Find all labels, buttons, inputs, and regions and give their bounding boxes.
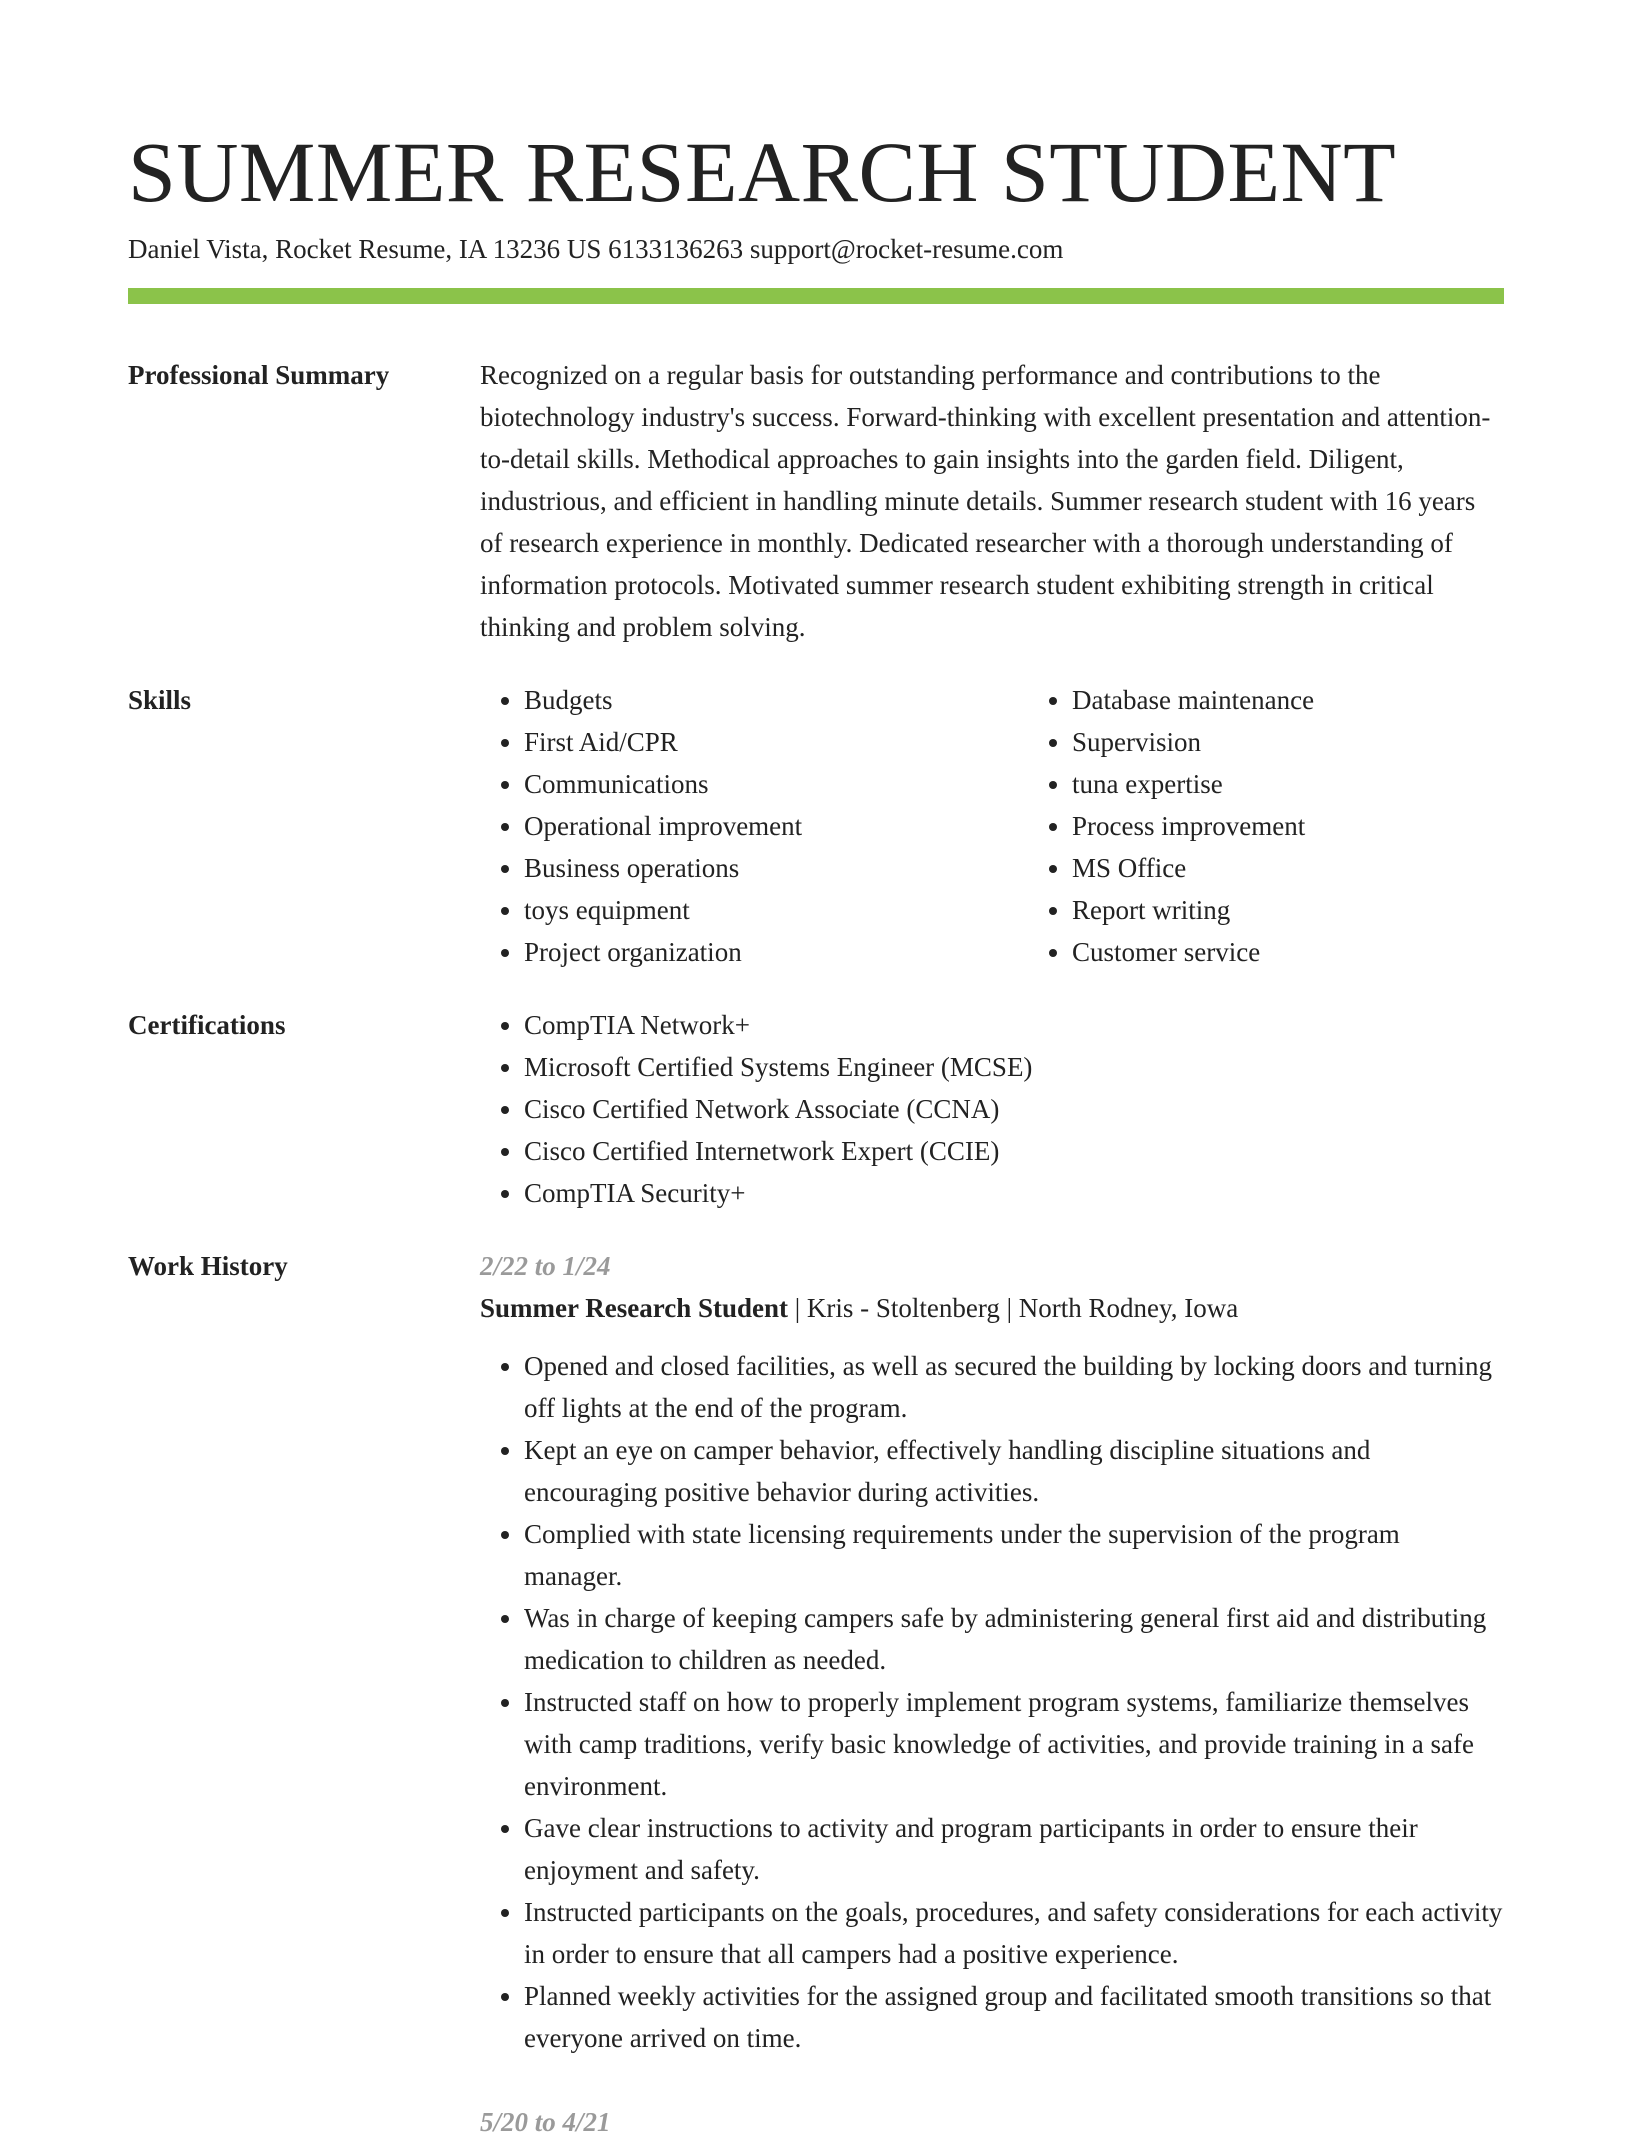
- certification-item: • CompTIA Security+: [524, 1172, 1504, 1214]
- resume-title: SUMMER RESEARCH STUDENT: [128, 124, 1397, 220]
- job-bullet: • Instructed staff on how to properly implement program systems, familiarize themselves with camp traditions, verify basic knowledge of activities, and provide training in a safe environment.: [524, 1681, 1504, 1807]
- job-bullet: • Instructed participants on the goals, procedures, and safety considerations for each activity in order to ensure that all campers had a positive experience.: [524, 1891, 1504, 1975]
- resume-page: [128, 0, 1504, 2143]
- work-history-section: [128, 1245, 1504, 2143]
- job-entry-2: [480, 2101, 1504, 2143]
- job-bullet: • Kept an eye on camper behavior, effectively handling discipline situations and encouraging positive behavior during activities.: [524, 1429, 1504, 1513]
- job-bullet: • Planned weekly activities for the assigned group and facilitated smooth transitions so that everyone arrived on time.: [524, 1975, 1504, 2059]
- skill-item: • Operational improvement: [524, 805, 1028, 847]
- job-title: Summer Research Student: [480, 1293, 788, 1323]
- job-company-info: | Kris - Stoltenberg | North Rodney, Iowa: [788, 1293, 1239, 1323]
- skill-item: • MS Office: [1072, 847, 1576, 889]
- skill-item: • Customer service: [1072, 931, 1576, 973]
- skill-item: • Supervision: [1072, 721, 1576, 763]
- contact-line: Daniel Vista, Rocket Resume, IA 13236 US 6133136263 support@rocket-resume.com: [128, 234, 1064, 264]
- job-bullet: • Was in charge of keeping campers safe by administering general first aid and distributing medication to children as needed.: [524, 1597, 1504, 1681]
- work-history-label: Work History: [128, 1251, 288, 1281]
- certification-item: • Cisco Certified Internetwork Expert (CCIE): [524, 1130, 1504, 1172]
- summary-section: [128, 354, 1504, 648]
- job-bullet: • Gave clear instructions to activity and program participants in order to ensure their enjoyment and safety.: [524, 1807, 1504, 1891]
- job-bullets: [480, 1345, 1504, 2059]
- skill-item: • tuna expertise: [1072, 763, 1576, 805]
- job-bullet: • Complied with state licensing requirements under the supervision of the program manager.: [524, 1513, 1504, 1597]
- skills-section: [128, 679, 1504, 973]
- skill-item: • toys equipment: [524, 889, 1028, 931]
- skill-item: • Process improvement: [1072, 805, 1576, 847]
- skill-item: • First Aid/CPR: [524, 721, 1028, 763]
- skills-label: Skills: [128, 685, 192, 715]
- summary-label: Professional Summary: [128, 360, 390, 390]
- job-dates: 5/20 to 4/21: [480, 2107, 611, 2137]
- skill-item: • Report writing: [1072, 889, 1576, 931]
- certifications-label: Certifications: [128, 1010, 286, 1040]
- certifications-body: [480, 1004, 1504, 1214]
- skill-item: • Communications: [524, 763, 1028, 805]
- certifications-section: [128, 1004, 1504, 1214]
- skills-column-2: [1028, 679, 1576, 973]
- certification-item: • Cisco Certified Network Associate (CCNA): [524, 1088, 1504, 1130]
- accent-divider: [128, 288, 1504, 304]
- skills-column-1: [480, 679, 1028, 973]
- skill-item: • Budgets: [524, 679, 1028, 721]
- certification-item: • Microsoft Certified Systems Engineer (MCSE): [524, 1046, 1504, 1088]
- certifications-list: [480, 1004, 1504, 1214]
- skill-item: • Database maintenance: [1072, 679, 1576, 721]
- skill-item: • Business operations: [524, 847, 1028, 889]
- work-history-body: [480, 1245, 1504, 2143]
- summary-body: [480, 354, 1504, 648]
- summary-text: Recognized on a regular basis for outstanding performance and contributions to the biotechnology industry's success. Forward-thinking with excellent presentation and attention-to-detail skills. Methodical approaches to gain insights into the garden field. Diligent, industrious, and efficient in handling minute details. Summer research student with 16 years of research experience in monthly. Dedicated researcher with a thorough understanding of information protocols. Motivated summer research student exhibiting strength in critical thinking and problem solving.: [480, 360, 1491, 642]
- job-heading: [480, 1287, 1504, 1329]
- skill-item: • Project organization: [524, 931, 1028, 973]
- job-bullet: • Opened and closed facilities, as well as secured the building by locking doors and turning off lights at the end of the program.: [524, 1345, 1504, 1429]
- job-entry-1: [480, 1245, 1504, 2059]
- skills-grid: [480, 679, 1576, 973]
- certification-item: • CompTIA Network+: [524, 1004, 1504, 1046]
- job-dates: 2/22 to 1/24: [480, 1251, 611, 1281]
